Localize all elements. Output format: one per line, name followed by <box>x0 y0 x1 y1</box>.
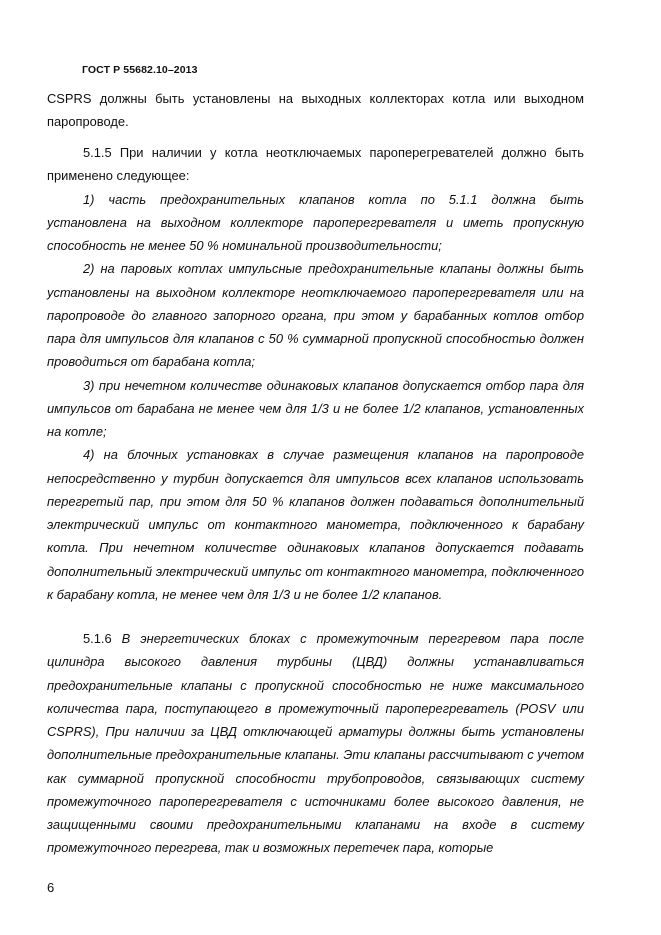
clause-5-1-5-intro: 5.1.5 При наличии у котла неотключаемых пароперегревателей должно быть применено следующее: <box>47 145 584 184</box>
clause-5-1-6-paragraph <box>47 627 584 860</box>
clause-5-1-6-text: В энергетических блоках с промежуточным перегревом пара после цилиндра высокого давления турбины (ЦВД) должны устанавливаться предохранительные клапаны с пропускной способностью не ниже максимального количества пара, поступающего в промежуточный пароперегреватель (POSV или CSPRS), При наличии за ЦВД отключающей арматуры должны быть установлены дополнительные предохранительные клапаны. Эти клапаны рассчитывают с учетом как суммарной пропускной способности трубопроводов, связывающих систему промежуточного пароперегревателя с источниками более высокого давления, не защищенными своими предохранительными клапанами на входе в систему промежуточного перегрева, так и возможных перетечек пара, которые <box>47 631 584 856</box>
continuation-text: CSPRS должны быть установлены на выходных коллекторах котла или выходном паропроводе. <box>47 91 584 130</box>
clause-5-1-5-item-2: 2) на паровых котлах импульсные предохранительные клапаны должны быть установлены на выходном коллекторе неотключаемого пароперегревателя или на паропроводе до главного запорного органа, при этом у барабанных котлов отбор пара для импульсов для клапанов с 50 % суммарной пропускной способностью должен проводиться от барабана котла; <box>47 261 584 370</box>
clause-5-1-5 <box>47 141 584 606</box>
clause-5-1-6 <box>47 627 584 860</box>
clause-5-1-5-item-3: 3) при нечетном количестве одинаковых клапанов допускается отбор пара для импульсов от барабана не менее чем для 1/3 и не более 1/2 клапанов, установленных на котле; <box>47 377 584 439</box>
clause-5-1-6-number: 5.1.6 <box>83 631 112 646</box>
clause-5-1-5-item-1: 1) часть предохранительных клапанов котла по 5.1.1 должна быть установлена на выходном коллекторе пароперегревателя и иметь пропускную способность не менее 50 % номинальной производительности; <box>47 191 584 253</box>
standard-header: ГОСТ Р 55682.10–2013 <box>82 64 198 76</box>
page-number: 6 <box>47 880 55 895</box>
clause-5-1-5-item-4: 4) на блочных установках в случае размещения клапанов на паропроводе непосредственно у турбин допускается для импульсов всех клапанов использовать перегретый пар, при этом для 50 % клапанов должен подаваться дополнительный электрический импульс от контактного манометра, подключенного к барабану котла. При нечетном количестве одинаковых клапанов допускается подавать дополнительный электрический импульс от контактного манометра, подключенного к барабану котла, не менее чем для 1/3 и не более 1/2 клапанов. <box>47 447 584 602</box>
continuation-paragraph <box>47 87 584 134</box>
